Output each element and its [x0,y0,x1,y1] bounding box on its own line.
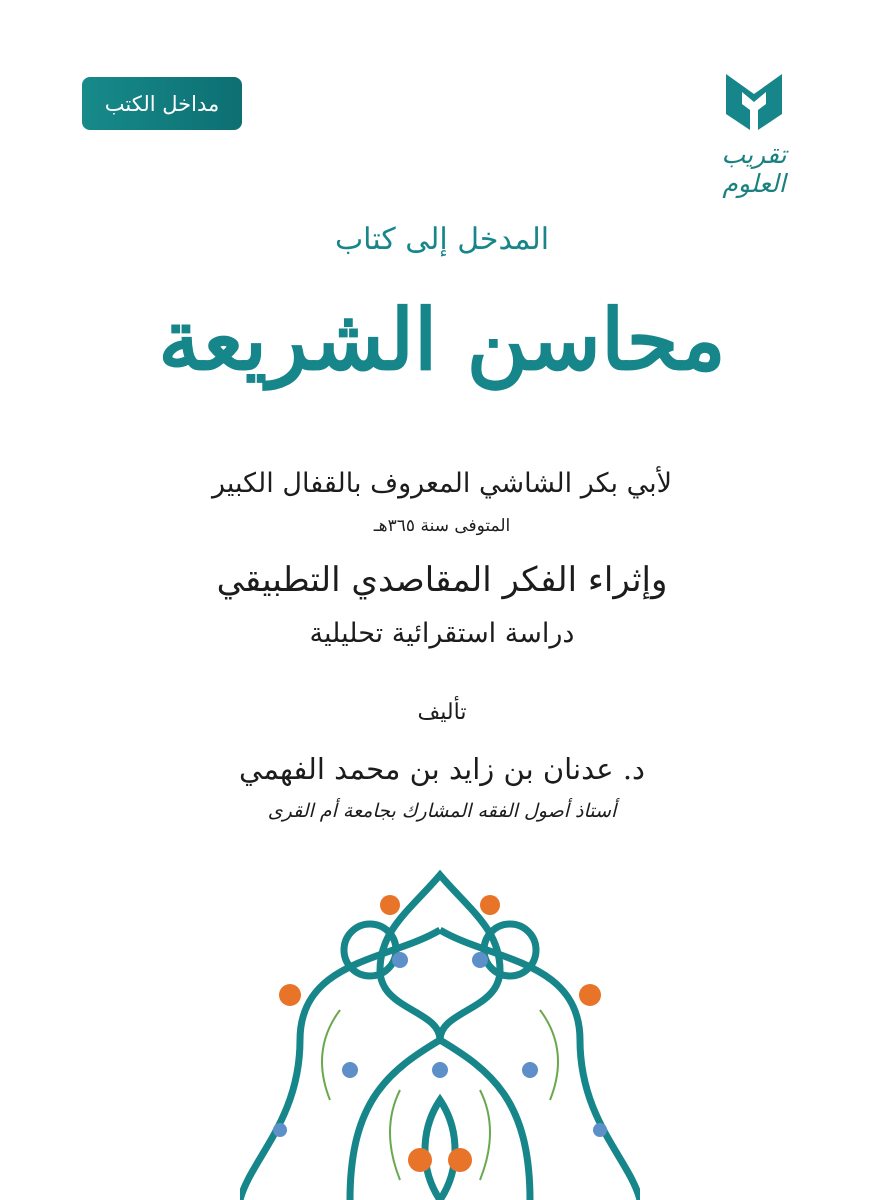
series-badge: مداخل الكتب [82,77,242,130]
book-title: محاسن الشريعة [158,290,726,389]
arabesque-ornament [240,870,640,1200]
by-label: تأليف [417,700,467,725]
pretitle: المدخل إلى كتاب [334,222,550,257]
subtitle: وإثراء الفكر المقاصدي التطبيقي [216,560,668,600]
study-type: دراسة استقرائية تحليلية [309,618,575,649]
writer-name: د. عدنان بن زايد بن محمد الفهمي [239,752,645,786]
author-line: لأبي بكر الشاشي المعروف بالقفال الكبير [211,468,673,499]
writer-position: أستاذ أصول الفقه المشارك بجامعة أم القرى [267,800,617,822]
death-date: المتوفى سنة ٣٦٥هـ [373,516,511,536]
open-book-logo-icon [722,70,786,134]
publisher-logo [694,70,814,200]
publisher-name: تقريب العلوم [721,140,787,198]
